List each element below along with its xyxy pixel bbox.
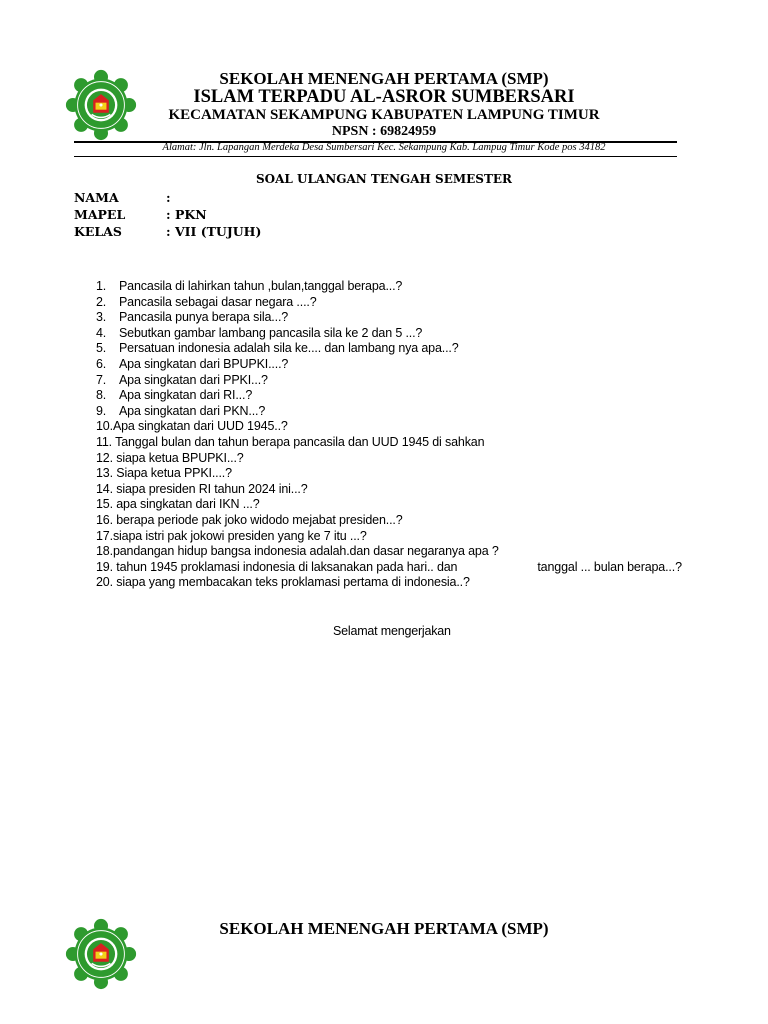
question-number: 7. bbox=[96, 372, 107, 387]
question-number: 14. bbox=[96, 481, 113, 496]
question-item bbox=[96, 404, 696, 420]
info-row-subject bbox=[74, 206, 207, 223]
exam-title: SOAL ULANGAN TENGAH SEMESTER bbox=[255, 172, 512, 186]
question-number: 1. bbox=[96, 279, 107, 293]
question-text-continued: tanggal ... bulan berapa...? bbox=[537, 559, 682, 574]
question-number: 19. bbox=[96, 559, 113, 574]
question-item bbox=[96, 513, 696, 529]
info-value-subject: : PKN bbox=[166, 207, 207, 222]
question-number: 6. bbox=[96, 356, 107, 371]
header-divider-thin bbox=[74, 156, 677, 157]
question-item bbox=[96, 373, 696, 389]
question-text: apa singkatan dari IKN ...? bbox=[112, 497, 260, 512]
question-item bbox=[96, 326, 696, 342]
question-text: Apa singkatan dari PKN...? bbox=[119, 403, 266, 418]
question-text: Apa singkatan dari BPUPKI....? bbox=[119, 356, 289, 371]
question-text: siapa ketua BPUPKI...? bbox=[112, 450, 244, 465]
question-item bbox=[96, 419, 696, 435]
question-text: Pancasila di lahirkan tahun ,bulan,tanggal berapa...? bbox=[119, 279, 403, 293]
question-text: Sebutkan gambar lambang pancasila sila ke 2 dan 5 ...? bbox=[119, 325, 423, 340]
school-npsn: NPSN : 69824959 bbox=[331, 124, 437, 139]
question-number: 2. bbox=[96, 294, 107, 309]
question-number: 12. bbox=[96, 450, 113, 465]
info-label-class: KELAS bbox=[74, 224, 122, 239]
question-text: Pancasila sebagai dasar negara ....? bbox=[119, 294, 317, 309]
question-text: Apa singkatan dari RI...? bbox=[119, 388, 253, 403]
question-number: 9. bbox=[96, 403, 107, 418]
info-value-class: : VII (TUJUH) bbox=[166, 224, 262, 239]
question-text: Tanggal bulan dan tahun berapa pancasila dan UUD 1945 di sahkan bbox=[112, 434, 485, 449]
info-row-name bbox=[74, 189, 171, 206]
question-text: Siapa ketua PPKI....? bbox=[112, 466, 232, 481]
question-item bbox=[96, 357, 696, 373]
next-page-heading: SEKOLAH MENENGAH PERTAMA (SMP) bbox=[219, 919, 549, 938]
question-text: berapa periode pak joko widodo mejabat presiden...? bbox=[112, 512, 403, 527]
question-text: siapa presiden RI tahun 2024 ini...? bbox=[112, 481, 308, 496]
question-text: Apa singkatan dari UUD 1945..? bbox=[112, 419, 288, 434]
question-number: 3. bbox=[96, 310, 107, 325]
info-label-subject: MAPEL bbox=[74, 207, 126, 222]
question-list bbox=[96, 279, 696, 591]
question-text: tahun 1945 proklamasi indonesia di laksanakan pada hari.. dan bbox=[112, 559, 458, 574]
question-number: 15. bbox=[96, 497, 113, 512]
question-number: 10. bbox=[96, 419, 113, 434]
info-row-class bbox=[74, 223, 261, 240]
question-number: 11. bbox=[96, 434, 112, 449]
school-address: Alamat: Jln. Lapangan Merdeka Desa Sumbersari Kec. Sekampung Kab. Lampug Timur Kode pos 34182 bbox=[162, 142, 606, 153]
question-text: Persatuan indonesia adalah sila ke.... dan lambang nya apa...? bbox=[119, 341, 459, 356]
closing-message: Selamat mengerjakan bbox=[333, 624, 451, 638]
question-item bbox=[96, 482, 696, 498]
question-number: 5. bbox=[96, 341, 107, 356]
question-text: Pancasila punya berapa sila...? bbox=[119, 310, 289, 325]
question-text: pandangan hidup bangsa indonesia adalah.dan dasar negaranya apa ? bbox=[112, 544, 499, 559]
school-level-heading: SEKOLAH MENENGAH PERTAMA (SMP) bbox=[219, 69, 549, 88]
question-item bbox=[96, 575, 696, 591]
question-text: Apa singkatan dari PPKI...? bbox=[119, 372, 268, 387]
question-number: 8. bbox=[96, 388, 107, 403]
question-text: siapa istri pak jokowi presiden yang ke 7 itu ...? bbox=[112, 528, 367, 543]
question-number: 13. bbox=[96, 466, 113, 481]
school-district-heading: KECAMATAN SEKAMPUNG KABUPATEN LAMPUNG TIMUR bbox=[168, 107, 600, 123]
question-item bbox=[96, 497, 696, 513]
question-number: 16. bbox=[96, 512, 113, 527]
question-text: siapa yang membacakan teks proklamasi pertama di indonesia..? bbox=[112, 575, 470, 590]
question-number: 20. bbox=[96, 575, 113, 590]
question-item bbox=[96, 310, 696, 326]
school-name-heading: ISLAM TERPADU AL-ASROR SUMBERSARI bbox=[193, 87, 575, 107]
question-item bbox=[96, 544, 696, 560]
question-number: 17. bbox=[96, 528, 113, 543]
question-item bbox=[96, 466, 696, 482]
question-item bbox=[96, 560, 696, 576]
question-item bbox=[96, 435, 696, 451]
question-number: 4. bbox=[96, 325, 107, 340]
question-item bbox=[96, 279, 696, 295]
question-number: 18. bbox=[96, 544, 113, 559]
info-value-name: : bbox=[166, 190, 171, 205]
question-item bbox=[96, 341, 696, 357]
question-item bbox=[96, 451, 696, 467]
question-item bbox=[96, 295, 696, 311]
info-label-name: NAMA bbox=[74, 190, 119, 205]
question-item bbox=[96, 388, 696, 404]
question-item bbox=[96, 529, 696, 545]
